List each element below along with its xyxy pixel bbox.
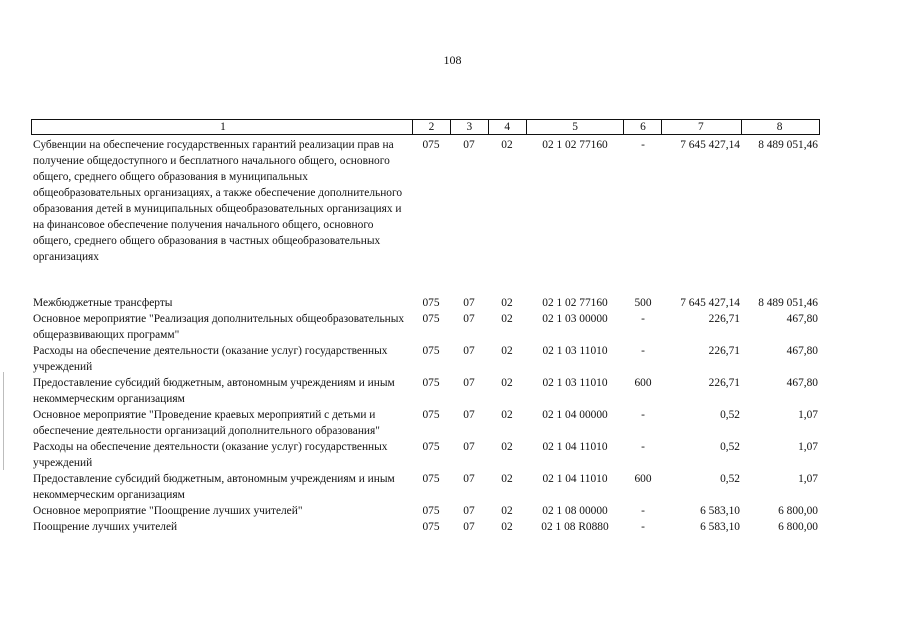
row-col-6: -: [641, 521, 645, 533]
row-col-2: 075: [422, 521, 440, 533]
row-col-3: 07: [463, 313, 475, 325]
row-col-8: 6 800,00: [778, 521, 818, 533]
row-col-7: 7 645 427,14: [680, 297, 740, 309]
table-row: [31, 439, 820, 471]
row-col-2: 075: [422, 313, 440, 325]
row-col-8: 8 489 051,46: [758, 139, 818, 151]
row-col-3: 07: [463, 377, 475, 389]
row-col-8: 467,80: [786, 377, 818, 389]
table-row: [31, 471, 820, 503]
row-col-3: 07: [463, 505, 475, 517]
row-col-3: 07: [463, 409, 475, 421]
row-col-4: 02: [501, 409, 513, 421]
row-name: Основное мероприятие "Реализация дополнительных общеобразовательных общеразвивающих программ": [33, 313, 405, 341]
row-col-3: 07: [463, 473, 475, 485]
row-col-4: 02: [501, 345, 513, 357]
row-name: Предоставление субсидий бюджетным, автономным учреждениям и иным некоммерческим организациям: [33, 377, 395, 405]
page-number: 108: [443, 53, 462, 67]
header-col-6: 6: [623, 120, 661, 134]
row-col-8: 8 489 051,46: [758, 297, 818, 309]
row-col-7: 0,52: [720, 409, 740, 421]
row-col-4: 02: [501, 521, 513, 533]
row-col-8: 467,80: [786, 313, 818, 325]
row-col-5: 02 1 02 77160: [542, 297, 608, 309]
row-col-4: 02: [501, 505, 513, 517]
row-col-4: 02: [501, 377, 513, 389]
row-col-4: 02: [501, 297, 513, 309]
row-col-6: -: [641, 441, 645, 453]
table-row: [31, 503, 820, 519]
row-col-2: 075: [422, 441, 440, 453]
row-col-2: 075: [422, 505, 440, 517]
row-col-7: 226,71: [708, 345, 740, 357]
row-col-6: 500: [634, 297, 652, 309]
row-col-8: 1,07: [798, 441, 818, 453]
header-col-2: 2: [412, 120, 450, 134]
row-col-2: 075: [422, 409, 440, 421]
scan-edge-line: [3, 372, 4, 470]
row-name: Расходы на обеспечение деятельности (оказание услуг) государственных учреждений: [33, 441, 388, 469]
row-col-7: 6 583,10: [700, 505, 740, 517]
row-col-6: -: [641, 139, 645, 151]
row-col-5: 02 1 03 00000: [542, 313, 608, 325]
row-col-7: 226,71: [708, 313, 740, 325]
row-col-5: 02 1 08 00000: [542, 505, 608, 517]
row-col-8: 467,80: [786, 345, 818, 357]
row-col-3: 07: [463, 521, 475, 533]
row-col-6: 600: [634, 473, 652, 485]
row-col-6: -: [641, 345, 645, 357]
table-row: [31, 343, 820, 375]
row-col-4: 02: [501, 139, 513, 151]
header-col-5: 5: [526, 120, 624, 134]
row-col-7: 6 583,10: [700, 521, 740, 533]
row-col-2: 075: [422, 345, 440, 357]
row-col-3: 07: [463, 297, 475, 309]
row-col-5: 02 1 02 77160: [542, 139, 608, 151]
table-row: [31, 407, 820, 439]
table-row: [31, 295, 820, 311]
row-name: Поощрение лучших учителей: [33, 521, 178, 533]
row-name: Предоставление субсидий бюджетным, автономным учреждениям и иным некоммерческим организациям: [33, 473, 395, 501]
row-col-5: 02 1 03 11010: [542, 377, 608, 389]
header-col-1: 1: [220, 121, 226, 133]
row-name: Субвенции на обеспечение государственных гарантий реализации прав на получение общедоступного и бесплатного начального общего, основного общего, среднего общего образования в муниципальных общеобразовательных организациях, а также обеспечение дополнительного образования детей в муниципальных общеобразовательных организациях и на финансовое обеспечение получения начального общего, основного общего, среднего общего образования в частных общеобразовательных организациях: [33, 139, 403, 263]
row-name: Основное мероприятие "Поощрение лучших учителей": [33, 505, 303, 517]
row-col-2: 075: [422, 473, 440, 485]
header-col-4: 4: [488, 120, 526, 134]
row-col-6: -: [641, 313, 645, 325]
table-row: [31, 311, 820, 343]
row-col-5: 02 1 04 00000: [542, 409, 608, 421]
row-col-8: 1,07: [798, 473, 818, 485]
header-col-3: 3: [450, 120, 488, 134]
row-col-6: 600: [634, 377, 652, 389]
table-row: [31, 519, 820, 535]
row-col-6: -: [641, 505, 645, 517]
row-name: Расходы на обеспечение деятельности (оказание услуг) государственных учреждений: [33, 345, 388, 373]
row-col-7: 0,52: [720, 473, 740, 485]
row-name: Основное мероприятие "Проведение краевых мероприятий с детьми и обеспечение деятельности организаций дополнительного образования": [33, 409, 380, 437]
row-col-4: 02: [501, 473, 513, 485]
row-col-5: 02 1 03 11010: [542, 345, 608, 357]
row-col-2: 075: [422, 377, 440, 389]
header-col-8: 8: [741, 120, 819, 134]
row-col-5: 02 1 04 11010: [542, 441, 608, 453]
table-header: [31, 119, 820, 135]
row-col-4: 02: [501, 441, 513, 453]
row-col-2: 075: [422, 139, 440, 151]
row-col-8: 1,07: [798, 409, 818, 421]
row-name: Межбюджетные трансферты: [33, 297, 173, 309]
row-col-5: 02 1 04 11010: [542, 473, 608, 485]
row-col-2: 075: [422, 297, 440, 309]
row-col-7: 7 645 427,14: [680, 139, 740, 151]
row-col-7: 0,52: [720, 441, 740, 453]
row-col-7: 226,71: [708, 377, 740, 389]
row-col-3: 07: [463, 345, 475, 357]
table-row: [31, 375, 820, 407]
table-body: [31, 137, 820, 535]
table-row: [31, 137, 820, 265]
row-col-3: 07: [463, 441, 475, 453]
row-col-6: -: [641, 409, 645, 421]
row-col-4: 02: [501, 313, 513, 325]
row-col-5: 02 1 08 R0880: [541, 521, 609, 533]
header-col-7: 7: [661, 120, 741, 134]
row-col-8: 6 800,00: [778, 505, 818, 517]
row-col-3: 07: [463, 139, 475, 151]
